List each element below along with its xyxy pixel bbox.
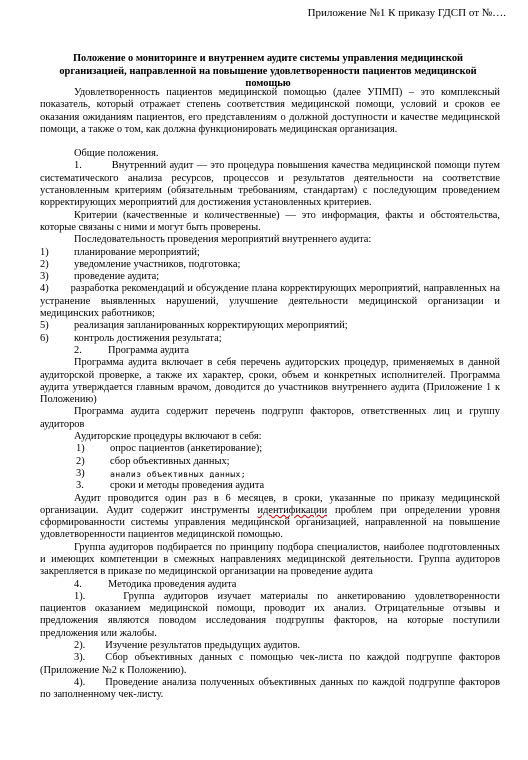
list-item xyxy=(40,283,500,320)
procedures-list xyxy=(40,443,500,492)
list-item-number: 3) xyxy=(40,271,49,283)
list-item xyxy=(40,468,500,480)
list-item-text: опрос пациентов (анкетирование); xyxy=(110,443,263,455)
list-item-text: планирование мероприятий; xyxy=(74,246,200,258)
list-item-number: 3) xyxy=(76,467,85,479)
list-item-number: 4). xyxy=(74,676,86,688)
audit-text: Аудит проводится один раз в 6 месяцев, в сроки, указанные по приказу медицинской организации. Аудит содержит инструменты xyxy=(40,492,500,516)
definition-text: Внутренний аудит — это процедура повышения качества медицинской помощи путем систематического анализа ресурсов, процессов и результатов деятельности на соответствие установленным критериям (обязательным требованиям, стандартам) с последующим проведением корректирующих мероприятий для достижения установленных критериев. xyxy=(40,160,500,209)
list-item xyxy=(40,652,500,677)
list-item xyxy=(40,591,500,640)
list-item-number: 1) xyxy=(76,443,85,455)
list-item-text: Проведение анализа полученных объективных данных по каждой подгруппе факторов по заполненному чек-листу. xyxy=(40,676,500,701)
list-item-text: контроль достижения результата; xyxy=(74,332,222,344)
procedures-heading: Аудиторские процедуры включают в себя: xyxy=(74,431,262,443)
list-item xyxy=(40,640,500,652)
program-heading xyxy=(40,345,500,357)
method-list xyxy=(40,591,500,702)
list-item xyxy=(40,677,500,702)
intro-paragraph: Удовлетворенность пациентов медицинской помощью (далее УПМП) – это комплексный показатель, который отражает степень соответствия медицинской помощи, условий и сроков ее оказания ожиданиям пациентов, его представлениям о должной доступности и качестве медицинской помощи, а также о том, как должна функционировать медицинская организация. xyxy=(40,87,500,135)
section-number: 2. xyxy=(74,344,82,356)
list-item xyxy=(40,271,500,283)
misspelled-word[interactable]: идентификации xyxy=(257,504,328,516)
list-item-number: 1) xyxy=(40,246,49,258)
sequence-list xyxy=(40,247,500,345)
program-paragraph-1: Программа аудита включает в себя перечень аудиторских процедур, применяемых в данной аудиторской проверке, а также их характер, сроки, объем и конкретных исполнителей. Программа аудита утверждается главным врачом, доводится до участников внутреннего аудита (Приложение 1 к Положению) xyxy=(40,357,500,406)
list-item-number: 3. xyxy=(76,480,84,492)
list-item-text: Изучение результатов предыдущих аудитов. xyxy=(105,640,301,652)
program-paragraph-2: Программа аудита содержит перечень подгрупп факторов, ответственных лиц и группу аудиторов xyxy=(40,406,500,430)
sequence-heading: Последовательность проведения мероприятий внутреннего аудита: xyxy=(74,234,372,246)
list-item-text: Сбор объективных данных с помощью чек-листа по каждой подгруппе факторов (Приложение №2 к Положению). xyxy=(40,652,500,676)
list-item xyxy=(40,443,500,455)
list-item-number: 6) xyxy=(40,332,49,344)
document-title: Положение о мониторинге и внутреннем аудите системы управления медицинской организацией, направленной на повышение удовлетворенности пациентов медицинской помощью xyxy=(59,53,477,89)
list-item xyxy=(40,259,500,271)
document-header: Приложение №1 К приказу ГДСП от №…. xyxy=(307,7,506,19)
list-item-text: сбор объективных данных; xyxy=(110,455,230,467)
list-item-number: 5) xyxy=(40,320,49,332)
general-heading: Общие положения. xyxy=(74,148,159,160)
list-item-text: реализация запланированных корректирующих мероприятий; xyxy=(74,320,348,332)
audit-paragraph-1 xyxy=(40,493,500,542)
list-item-text: уведомление участников, подготовка; xyxy=(74,258,241,270)
list-item-text: сроки и методы проведения аудита xyxy=(110,480,265,492)
definition-internal-audit xyxy=(40,160,500,209)
list-item xyxy=(40,456,500,468)
list-item xyxy=(40,333,500,345)
list-item-number: 2). xyxy=(74,640,86,652)
definition-criteria: Критерии (качественные и количественные) — это информация, факты и обстоятельства, которые связаны с ними и могут быть проверены. xyxy=(40,209,500,233)
definition-number: 1. xyxy=(74,160,82,172)
method-heading xyxy=(40,579,500,591)
list-item xyxy=(40,320,500,332)
list-item-text: проведение аудита; xyxy=(74,271,160,283)
list-item-text: анализ объективных данных; xyxy=(110,468,246,479)
audit-text: проблем при определении уровня сформированности системы управления медицинской организацией, направленной на повышение удовлетворенности пациентов медицинской помощью. xyxy=(40,504,500,541)
section-title: Методика проведения аудита xyxy=(108,578,237,590)
list-item-number: 2) xyxy=(40,258,49,270)
list-item-number: 4) xyxy=(40,283,49,295)
section-number: 4. xyxy=(74,578,82,590)
list-item-text: разработка рекомендаций и обсуждение плана корректирующих мероприятий, направленных на устранение выявленных нарушений, улучшение деятельности медицинской организации и медицинских работников; xyxy=(40,283,500,320)
section-title: Программа аудита xyxy=(108,344,190,356)
list-item-text: Группа аудиторов изучает материалы по анкетированию удовлетворенности пациентов оказанием медицинской помощи, проводит их анализ. Отрицательные отзывы и предложения являются поводом исследования подгруппы факторов, на которые поступили предложения или жалобы. xyxy=(40,590,500,639)
list-item xyxy=(40,480,500,492)
list-item xyxy=(40,247,500,259)
list-item-number: 1). xyxy=(74,590,86,602)
list-item-number: 2) xyxy=(76,455,85,467)
list-item-number: 3). xyxy=(74,652,86,664)
audit-paragraph-2: Группа аудиторов подбирается по принципу подбора специалистов, наиболее подготовленных и имеющих компетенции в смежных направлениях медицинской деятельности. Группа аудиторов закрепляется в приказе по медицинской организации на проведение аудита xyxy=(40,541,500,578)
document-body xyxy=(40,87,500,702)
